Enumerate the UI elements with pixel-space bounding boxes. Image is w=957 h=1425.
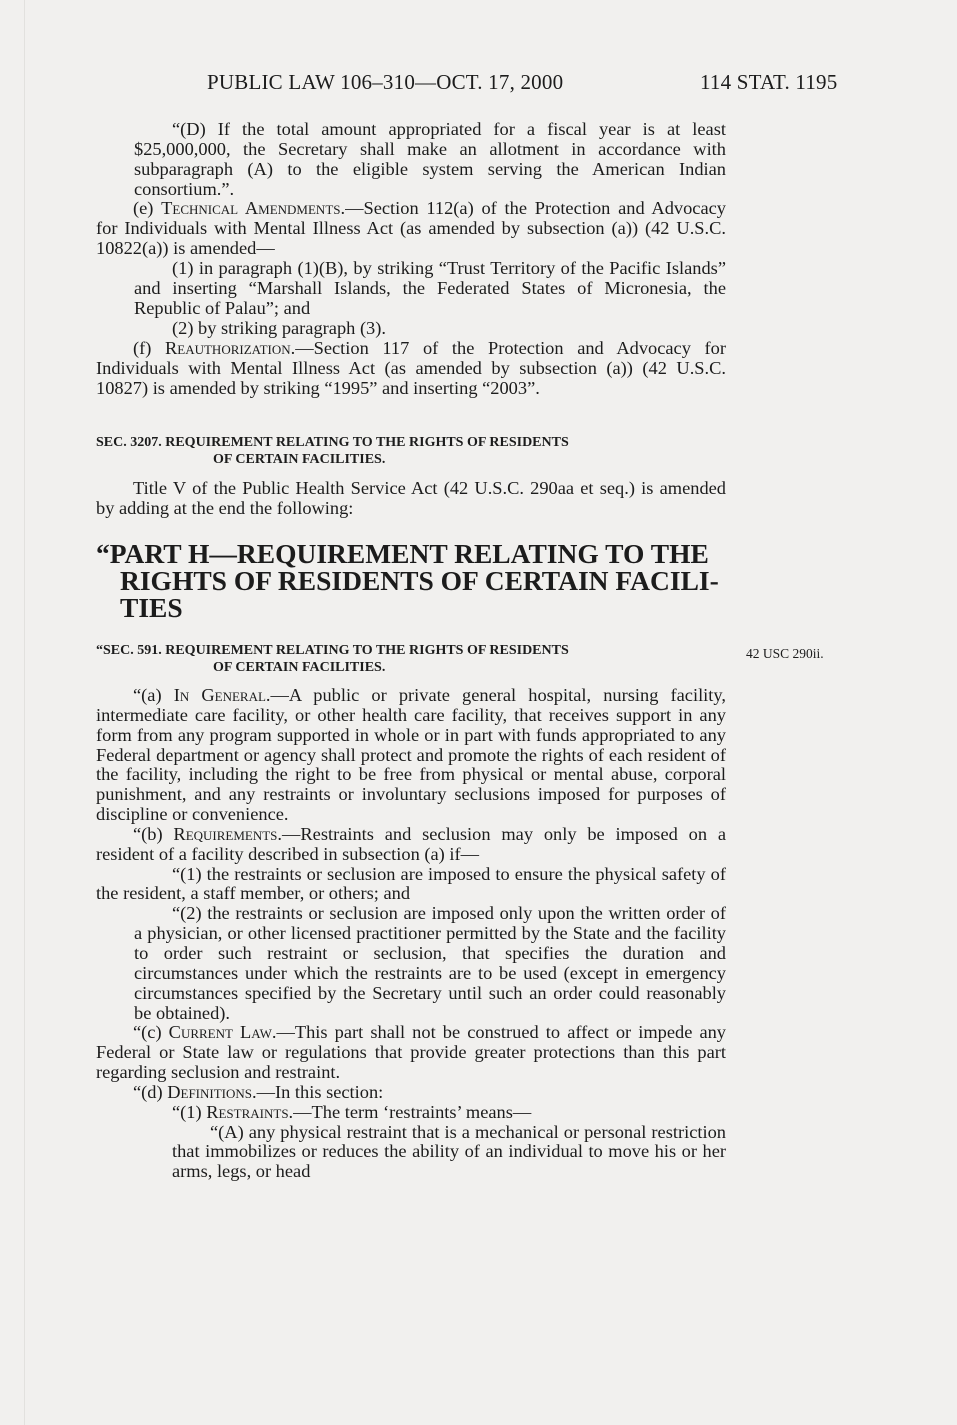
paragraph-d1: “(1) Restraints.—The term ‘restraints’ means—: [172, 1101, 532, 1122]
section-591-line2: OF CERTAIN FACILITIES.: [213, 660, 386, 675]
subsection-e-text: (e) Technical Amendments.—Section 112(a) of the Protection and Advocacy for Individuals with Mental Illness Act (as amended by subsection (a)) (42 U.S.C. 10822(a)) is amended—: [96, 198, 726, 258]
part-h-line2: RIGHTS OF RESIDENTS OF CERTAIN FACILI-: [120, 565, 719, 596]
section-591-line1: “SEC. 591. REQUIREMENT RELATING TO THE RIGHTS OF RESIDENTS: [96, 643, 569, 658]
margin-citation: 42 USC 290ii.: [746, 646, 824, 661]
subsection-a-heading: In General: [173, 685, 266, 705]
part-h-title: [96, 540, 736, 621]
subparagraph-d1A: “(A) any physical restraint that is a mechanical or personal restriction that immobilizes or reduces the ability of an individual to move his or her arms, legs, or head: [172, 1121, 726, 1182]
running-header-right: 114 STAT. 1195: [700, 70, 838, 94]
subsection-c-heading: Current Law: [168, 1022, 272, 1043]
subsection-d: “(d) Definitions.—In this section:: [133, 1081, 384, 1102]
part-h-line3: TIES: [120, 592, 183, 623]
section-3207-text: Title V of the Public Health Service Act (42 U.S.C. 290aa et seq.) is amended by adding at the end the following:: [96, 478, 726, 518]
scan-edge-line: [24, 0, 25, 1425]
item-e1: (1) in paragraph (1)(B), by striking “Trust Territory of the Pacific Islands” and inserting “Marshall Islands, the Federated States of Micronesia, the Republic of Palau”; and: [134, 258, 726, 318]
subsection-f-text: (f) Reauthorization.—Section 117 of the Protection and Advocacy for Individuals with Mental Illness Act (as amended by subsection (a)) (42 U.S.C. 10827) is amended by striking “1995” and inserting “2003”.: [96, 338, 726, 398]
section-3207-line2: OF CERTAIN FACILITIES.: [213, 452, 386, 467]
paragraph-d: “(D) If the total amount appropriated for a fiscal year is at least $25,000,000, the Secretary shall make an allotment in accordance with subparagraph (A) to the eligible system serving the American Indian consortium.”.: [134, 119, 726, 199]
subsection-d-heading: Definitions: [167, 1081, 252, 1102]
paragraph-b1: “(1) the restraints or seclusion are imposed to ensure the physical safety of the resident, a staff member, or others; and: [96, 863, 726, 904]
subsection-e-items: [134, 259, 726, 338]
subsection-e: [96, 199, 726, 259]
section-3207-heading: [96, 434, 726, 468]
running-header-left: PUBLIC LAW 106–310—OCT. 17, 2000: [207, 70, 564, 94]
paragraph-d1-heading: Restraints: [206, 1101, 289, 1122]
subsection-c: “(c) Current Law.—This part shall not be construed to affect or impede any Federal or State law or regulations that provide greater protections than this part regarding seclusion and restraint.: [96, 1022, 727, 1083]
paragraph-d-block: [134, 120, 726, 199]
part-h-line1: “PART H—REQUIREMENT RELATING TO THE: [96, 538, 709, 569]
section-3207-line1: SEC. 3207. REQUIREMENT RELATING TO THE RIGHTS OF RESIDENTS: [96, 435, 569, 450]
paragraph-b2: “(2) the restraints or seclusion are imposed only upon the written order of a physician, or other licensed practitioner permitted by the State and the facility to order such restraint or seclusion, that specifies the duration and circumstances under which the restraints are to be used (except in emergency circumstances specified by the Secretary until such an order could reasonably be obtained).: [134, 903, 726, 1023]
subsection-f: [96, 339, 726, 399]
section-3207-text-block: [96, 479, 726, 519]
subsection-f-heading: Reauthorization: [165, 338, 291, 358]
subsection-b-heading: Requirements: [173, 823, 278, 844]
item-e2: (2) by striking paragraph (3).: [172, 317, 386, 338]
section-591-heading: [96, 642, 726, 676]
section-591-body: [96, 686, 726, 1182]
subsection-e-heading: Technical Amendments: [161, 198, 341, 218]
subsection-a: “(a) In General.—A public or private general hospital, nursing facility, intermediate care facility, or other health care facility, that receives support in any form from any program supported in whole or in part with funds appropriated to any Federal department or agency shall protect and promote the rights of each resident of the facility, including the right to be free from physical or mental abuse, corporal punishment, and any restraints or involuntary seclusions imposed for purposes of discipline or convenience.: [96, 685, 726, 825]
subsection-b: “(b) Requirements.—Restraints and seclusion may only be imposed on a resident of a facility described in subsection (a) if—: [96, 823, 726, 864]
